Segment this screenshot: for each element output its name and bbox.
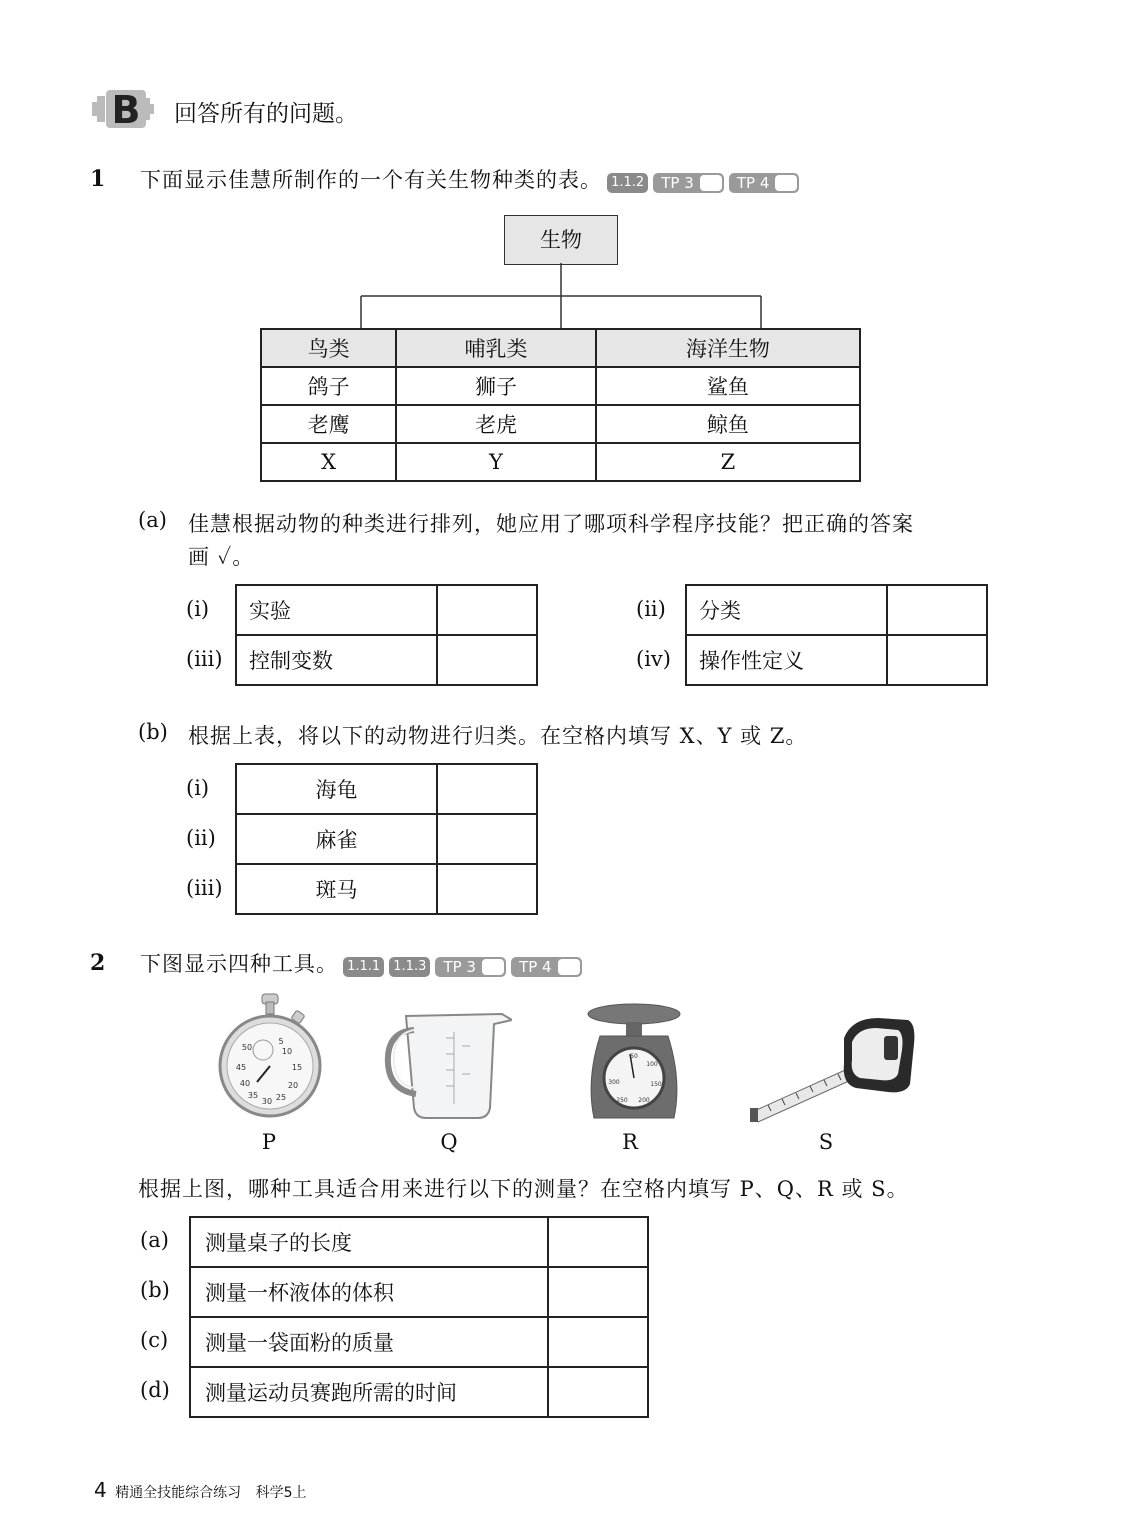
classify-table [235, 763, 538, 915]
measuring-tape-icon [748, 1014, 916, 1124]
book-subject: 科学5上 [255, 1485, 307, 1501]
answer-box[interactable] [437, 585, 537, 635]
part-b-text: 根据上表，将以下的动物进行归类。在空格内填写 X、Y 或 Z。 [188, 724, 808, 748]
question-2-text: 下图显示四种工具。 [140, 952, 338, 976]
svg-text:100: 100 [646, 1061, 658, 1068]
table-cell: 狮子 [396, 367, 596, 405]
measuring-jug-icon [384, 1004, 512, 1122]
item-number: (d) [140, 1378, 170, 1402]
svg-text:20: 20 [287, 1081, 299, 1090]
question-2-line [140, 948, 582, 978]
measure-liquid-volume: 测量一杯液体的体积 [190, 1267, 548, 1317]
animal-zebra: 斑马 [236, 864, 437, 914]
measure-table-length: 测量桌子的长度 [190, 1217, 548, 1267]
book-title: 精通全技能综合练习 [115, 1485, 242, 1501]
measure-flour-mass: 测量一袋面粉的质量 [190, 1317, 548, 1367]
measure-race-time: 测量运动员赛跑所需的时间 [190, 1367, 548, 1417]
svg-text:15: 15 [291, 1063, 303, 1072]
part-a-text-line1: 佳慧根据动物的种类进行排列，她应用了哪项科学程序技能？把正确的答案 [188, 512, 914, 536]
svg-text:35: 35 [247, 1091, 259, 1100]
part-a-text-line2: 画 ✓。 [188, 545, 255, 569]
svg-text:5: 5 [278, 1037, 284, 1046]
question-2-instruction: 根据上图，哪种工具适合用来进行以下的测量？在空格内填写 P、Q、R 或 S。 [138, 1177, 909, 1201]
option-number: (iv) [636, 647, 671, 671]
svg-text:50: 50 [630, 1053, 638, 1060]
option-controlling-variables: 控制变数 [236, 635, 437, 685]
svg-text:30: 30 [261, 1097, 273, 1106]
option-number: (iii) [186, 647, 223, 671]
answer-box[interactable] [887, 635, 987, 685]
answer-box[interactable] [437, 814, 537, 864]
answer-box[interactable] [548, 1317, 648, 1367]
question-2-tp4-tag: TP 4 [511, 957, 582, 977]
item-number: (iii) [186, 876, 223, 900]
table-cell: 老鹰 [261, 405, 396, 443]
answer-box[interactable] [437, 764, 537, 814]
animal-turtle: 海龟 [236, 764, 437, 814]
item-number: (a) [140, 1228, 169, 1252]
options-table-left [235, 584, 538, 686]
section-letter: B [111, 88, 141, 130]
question-1-tp4-tag: TP 4 [729, 173, 800, 193]
tree-root-box: 生物 [504, 215, 618, 265]
tool-label-r: R [622, 1130, 638, 1154]
animal-sparrow: 麻雀 [236, 814, 437, 864]
question-1-tp3-tag: TP 3 [653, 173, 724, 193]
section-title: 回答所有的问题。 [174, 101, 358, 127]
svg-text:300: 300 [608, 1079, 620, 1086]
svg-text:200: 200 [638, 1097, 650, 1104]
item-number: (c) [140, 1328, 169, 1352]
option-classification: 分类 [686, 585, 887, 635]
question-2-ref-tag: 1.1.1 [343, 957, 384, 977]
svg-text:40: 40 [239, 1079, 251, 1088]
table-cell: 鲸鱼 [596, 405, 860, 443]
svg-text:25: 25 [275, 1093, 287, 1102]
options-table-right [685, 584, 988, 686]
tree-connectors [360, 263, 762, 329]
measurement-table [189, 1216, 649, 1418]
table-cell: X [261, 443, 396, 481]
table-cell: Y [396, 443, 596, 481]
table-cell: Z [596, 443, 860, 481]
tool-label-s: S [818, 1130, 834, 1154]
table-header: 鸟类 [261, 329, 396, 367]
answer-box[interactable] [548, 1217, 648, 1267]
stopwatch-icon [215, 992, 325, 1122]
item-number: (b) [140, 1278, 170, 1302]
table-cell: 鲨鱼 [596, 367, 860, 405]
page-number: 4 [94, 1478, 107, 1502]
table-header: 哺乳类 [396, 329, 596, 367]
question-2-tp3-tag: TP 3 [435, 957, 506, 977]
svg-text:50: 50 [241, 1043, 253, 1052]
question-1-number: 1 [90, 166, 106, 192]
tool-label-p: P [261, 1130, 277, 1154]
answer-box[interactable] [437, 864, 537, 914]
table-cell: 鸽子 [261, 367, 396, 405]
question-2-ref-tag: 1.1.3 [389, 957, 430, 977]
answer-box[interactable] [437, 635, 537, 685]
item-number: (ii) [186, 826, 216, 850]
question-1-ref-tag: 1.1.2 [607, 173, 648, 193]
option-number: (ii) [636, 597, 666, 621]
answer-box[interactable] [548, 1267, 648, 1317]
table-header: 海洋生物 [596, 329, 860, 367]
answer-box[interactable] [887, 585, 987, 635]
table-cell: 老虎 [396, 405, 596, 443]
answer-box[interactable] [548, 1367, 648, 1417]
part-b-label: (b) [138, 720, 168, 744]
part-a-label: (a) [138, 508, 167, 532]
question-2-number: 2 [90, 950, 106, 976]
option-experiment: 实验 [236, 585, 437, 635]
svg-text:45: 45 [235, 1063, 247, 1072]
option-operational-definition: 操作性定义 [686, 635, 887, 685]
svg-text:250: 250 [616, 1097, 628, 1104]
question-1-line [140, 164, 799, 194]
option-number: (i) [186, 597, 210, 621]
question-1-text: 下面显示佳慧所制作的一个有关生物种类的表。 [140, 168, 602, 192]
svg-text:150: 150 [650, 1081, 662, 1088]
tool-label-q: Q [440, 1130, 458, 1154]
svg-text:10: 10 [281, 1047, 293, 1056]
item-number: (i) [186, 776, 210, 800]
section-badge [92, 88, 154, 130]
page-footer [94, 1478, 307, 1502]
weighing-scale-icon [578, 1000, 690, 1122]
classification-table [260, 328, 861, 482]
